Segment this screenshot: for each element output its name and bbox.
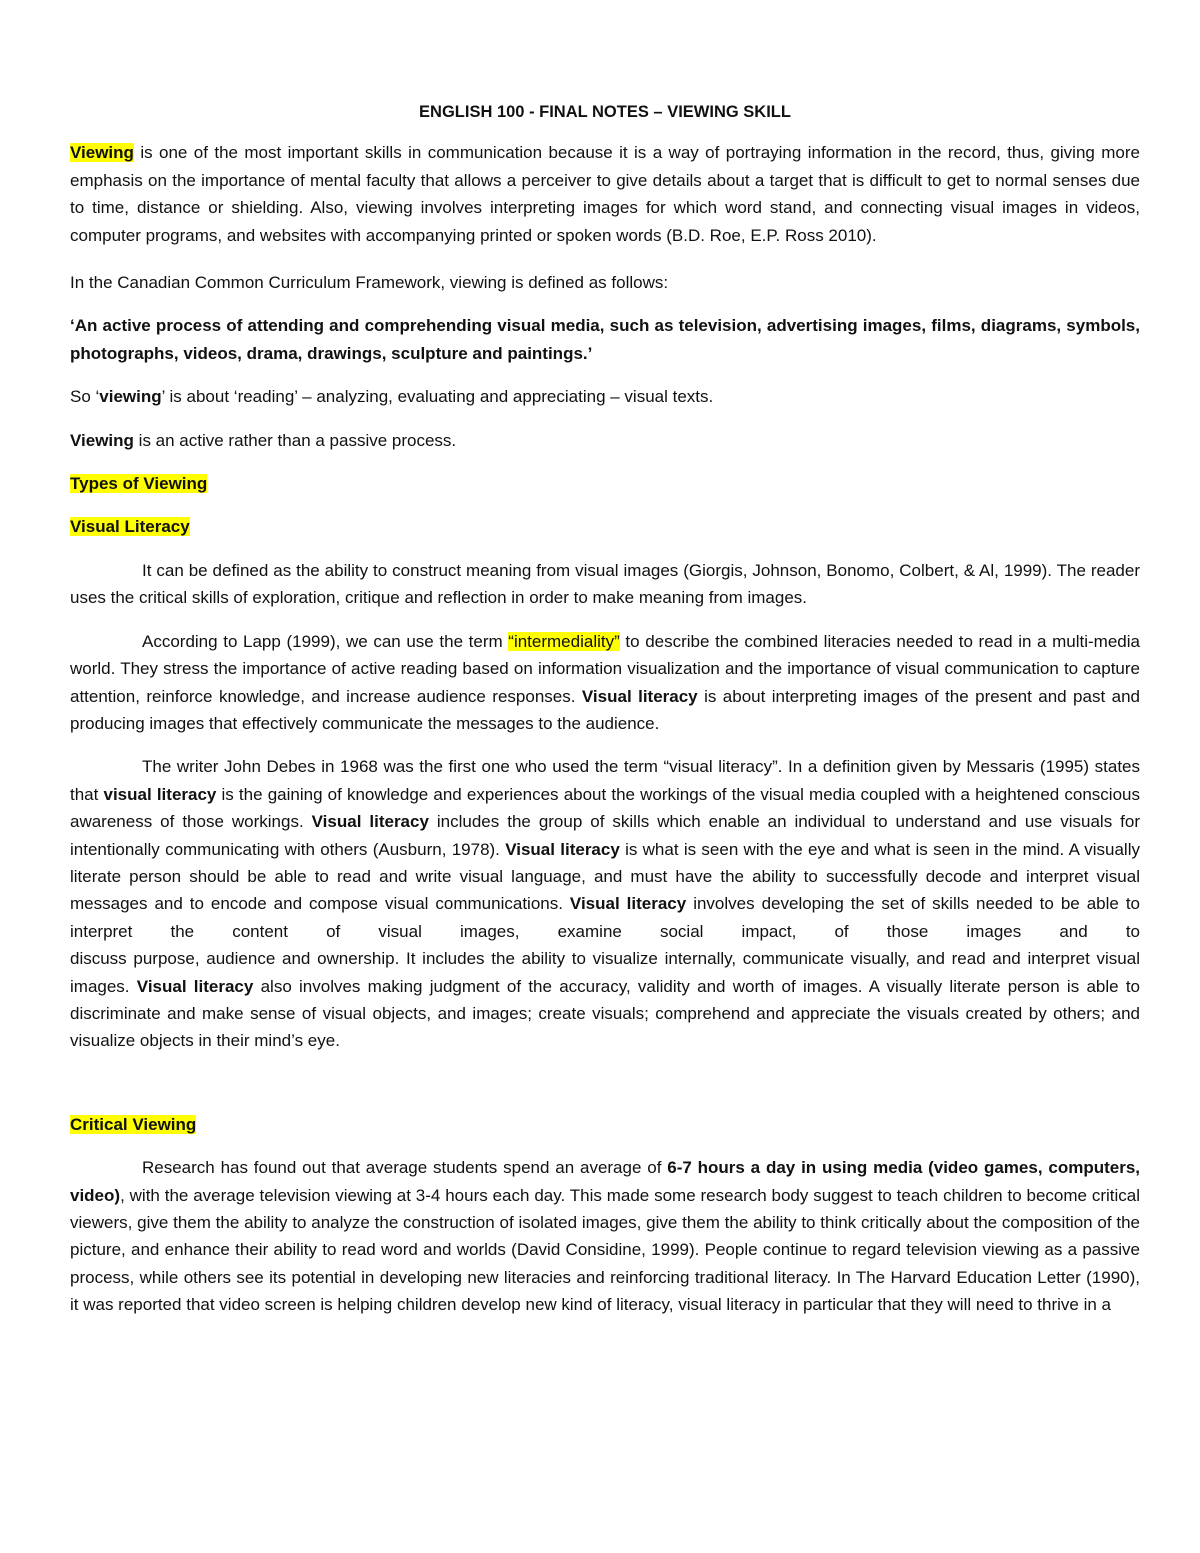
canadian-framework-sentence: In the Canadian Common Curriculum Framework, viewing is defined as follows: [70, 273, 669, 293]
visual-literacy-paragraph-3a: The writer John Debes in 1968 was the first one who used the term “visual literacy”. In a definition given by Messaris (1995) states that visual literacy is the gaining of knowledge and experiences about the workings of the visual media coupled with a heightened conscious awareness of those workings. Visual literacy includes the group of skills which enable an individual to understand and use visuals for intentionally communicating with others (Ausburn, 1978). Visual literacy is what is seen with the eye and what is seen in the mind. A visually literate person should be able to read and write visual language, and must have the ability to successfully decode and interpret visual messages and to encode and compose visual communications. Visual literacy involves developing the set of skills needed to be able to interpret the content of visual images, examine social impact, of those images and to [70, 757, 1141, 941]
visual-literacy-paragraph-3b: discuss purpose, audience and ownership. It includes the ability to visualize internally, communicate visually, and read and interpret visual images. Visual literacy also involves making judgment of the accuracy, validity and worth of images. A visually literate person is able to discriminate and make sense of visual objects, and images; create visuals; comprehend and appreciate the visuals created by others; and visualize objects in their mind’s eye. [70, 949, 1141, 1051]
definition-quote: ‘An active process of attending and comprehending visual media, such as television, advertising images, films, diagrams, symbols, photographs, videos, drama, drawings, sculpture and paintings.’ [70, 316, 1140, 363]
intro-paragraph: Viewing is one of the most important skills in communication because it is a way of portraying information in the record, thus, giving more emphasis on the importance of mental faculty that allows a perceiver to give details about a target that is difficult to get to normal senses due to time, distance or shielding. Also, viewing involves interpreting images for which word stand, and connecting visual images in videos, computer programs, and websites with accompanying printed or spoken words (B.D. Roe, E.P. Ross 2010). [70, 143, 1140, 245]
visual-literacy-paragraph-1: It can be defined as the ability to construct meaning from visual images (Giorgis, Johnson, Bonomo, Colbert, & Al, 1999). The reader uses the critical skills of exploration, critique and reflection in order to make meaning from images. [70, 560, 1140, 608]
intermediality-highlight: “intermediality” [508, 631, 620, 651]
document-title: ENGLISH 100 - FINAL NOTES – VIEWING SKILL [419, 103, 791, 121]
viewing-highlight: Viewing [70, 143, 134, 163]
critical-viewing-heading: Critical Viewing [70, 1114, 197, 1134]
critical-viewing-paragraph-1: Research has found out that average students spend an average of 6-7 hours a day in using media (video games, computers, video), with the average television viewing at 3-4 hours each day. This made some research body suggest to teach children to become critical viewers, give them the ability to analyze the construction of isolated images, give them the ability to think critically about the composition of the picture, and enhance their ability to read word and worlds (David Considine, 1999). People continue to regard television viewing as a passive process, while others see its potential in developing new literacies and reinforcing traditional literacy. In The Harvard Education Letter (1990), it was reported that video screen is helping children develop new kind of literacy, visual literacy in particular that they will need to thrive in a [70, 1158, 1141, 1315]
so-viewing-sentence: So ‘viewing’ is about ‘reading’ – analyzing, evaluating and appreciating – visual texts. [70, 387, 714, 407]
visual-literacy-paragraph-2: According to Lapp (1999), we can use the term “intermediality” to describe the combined literacies needed to read in a multi-media world. They stress the importance of active reading based on information visualization and the importance of visual communication to capture attention, reinforce knowledge, and increase audience responses. Visual literacy is about interpreting images of the present and past and producing images that effectively communicate the messages to the audience. [70, 631, 1140, 733]
types-of-viewing-heading: Types of Viewing [70, 474, 208, 494]
visual-literacy-heading: Visual Literacy [70, 517, 190, 537]
active-process-sentence: Viewing is an active rather than a passive process. [70, 430, 457, 450]
